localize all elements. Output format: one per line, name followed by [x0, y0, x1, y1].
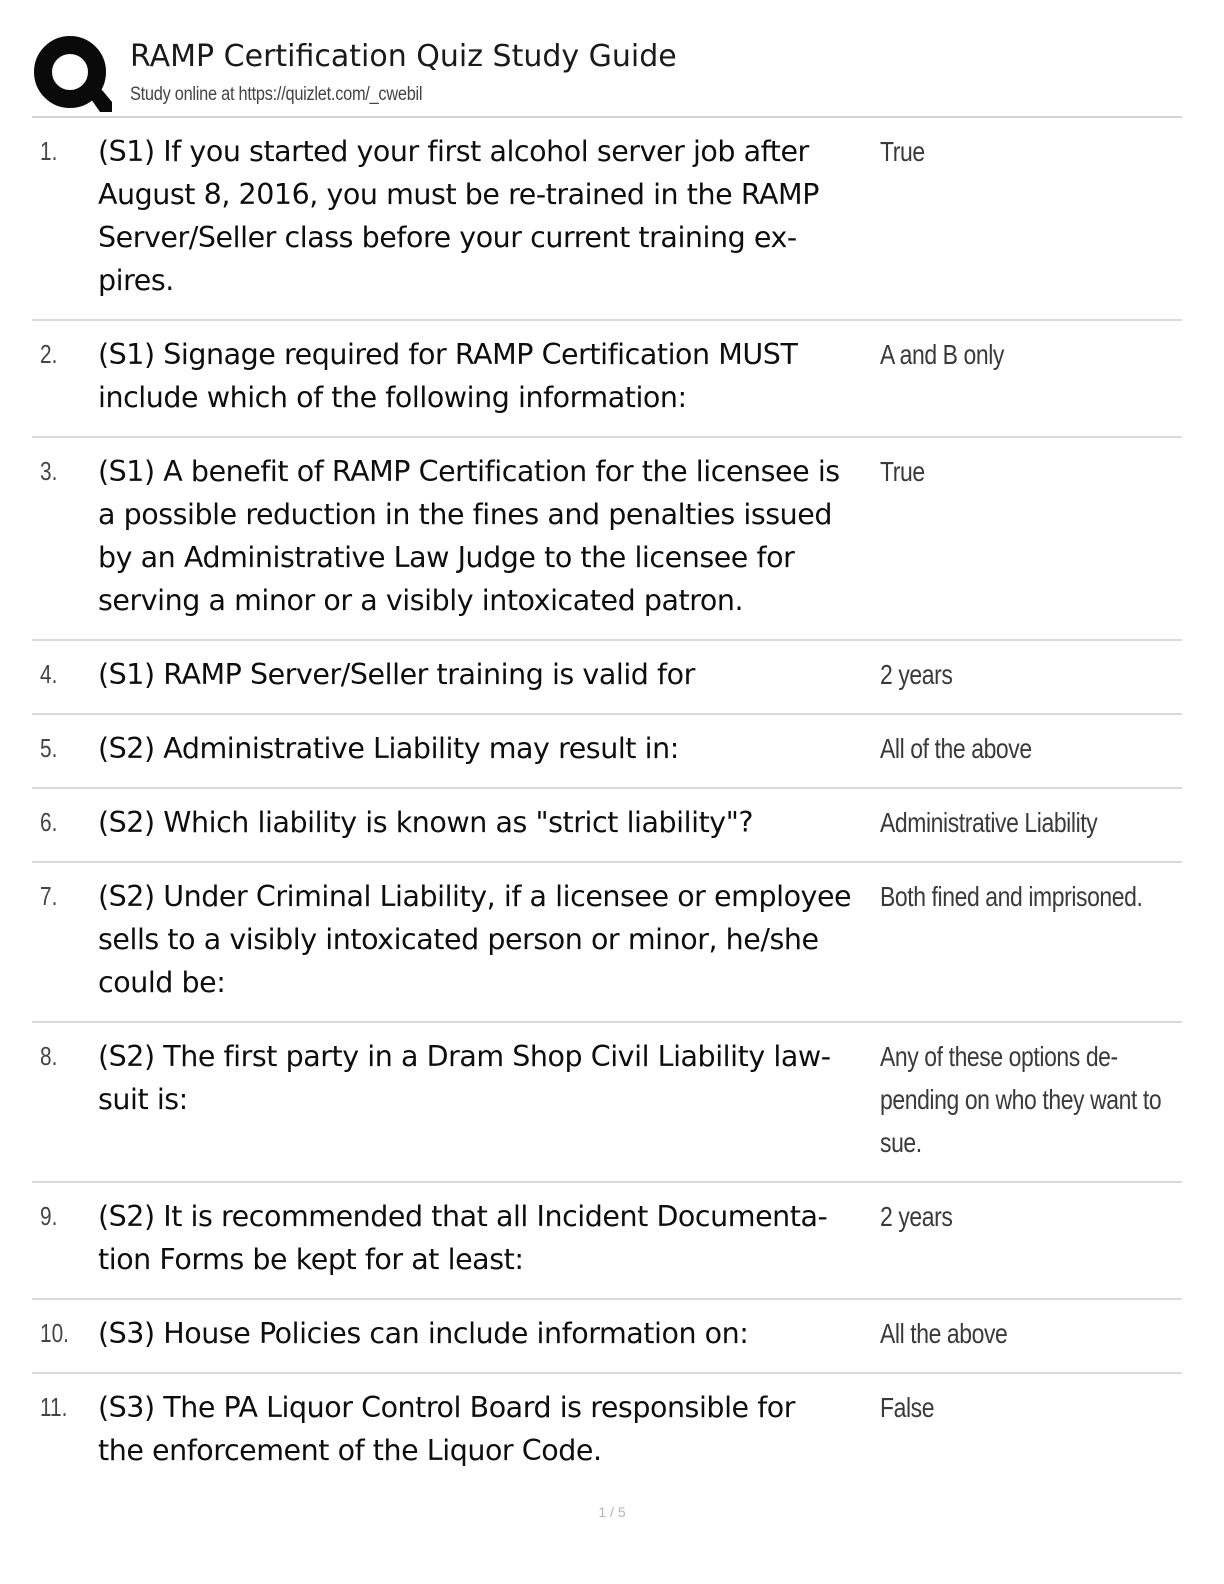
question-text — [98, 1312, 884, 1355]
answer-text — [880, 801, 1159, 844]
answer-line: Any of these options de- — [880, 1041, 1118, 1072]
question-number: 11. — [40, 1392, 68, 1422]
answer-line: Both fined and imprisoned. — [880, 881, 1143, 912]
answer-text — [880, 875, 1159, 918]
answer-text — [880, 333, 1159, 376]
question-text — [98, 727, 884, 770]
question-number: 2. — [40, 339, 58, 369]
answer-text — [880, 450, 1159, 493]
question-line: sells to a visibly intoxicated person or minor, he/she — [98, 923, 819, 956]
question-text — [98, 875, 884, 1004]
question-list — [32, 118, 1182, 1489]
answer-line: pending on who they want to — [880, 1084, 1162, 1115]
question-number: 9. — [40, 1201, 58, 1231]
question-line: pires. — [98, 264, 174, 297]
question-line: could be: — [98, 966, 226, 999]
answer-text — [880, 1312, 1159, 1355]
question-number: 10. — [40, 1318, 69, 1348]
question-number: 8. — [40, 1041, 58, 1071]
page-header — [32, 32, 1182, 116]
question-line: (S1) A benefit of RAMP Certification for the licensee is — [98, 455, 840, 488]
question-line: a possible reduction in the fines and penalties issued — [98, 498, 832, 531]
page-number: 1 / 5 — [598, 1504, 626, 1520]
question-row — [32, 1300, 1182, 1374]
question-row — [32, 1023, 1182, 1183]
answer-line: True — [880, 456, 925, 487]
question-row — [32, 1183, 1182, 1300]
answer-line: All of the above — [880, 733, 1032, 764]
question-number: 7. — [40, 881, 58, 911]
question-number: 6. — [40, 807, 58, 837]
page-title: RAMP Certification Quiz Study Guide — [130, 39, 677, 74]
quizlet-q-logo-icon — [32, 34, 112, 114]
question-number: 5. — [40, 733, 58, 763]
question-line: (S2) The first party in a Dram Shop Civil Liability law- — [98, 1040, 831, 1073]
question-row — [32, 118, 1182, 321]
question-row — [32, 641, 1182, 715]
question-line: (S2) Which liability is known as "strict liability"? — [98, 806, 754, 839]
question-text — [98, 130, 884, 302]
answer-line: sue. — [880, 1127, 922, 1158]
question-line: serving a minor or a visibly intoxicated patron. — [98, 584, 744, 617]
question-line: (S3) The PA Liquor Control Board is responsible for — [98, 1391, 796, 1424]
answer-text — [880, 1035, 1162, 1164]
question-line: tion Forms be kept for at least: — [98, 1243, 524, 1276]
question-text — [98, 653, 884, 696]
question-line: (S2) It is recommended that all Incident Documenta- — [98, 1200, 828, 1233]
answer-text — [880, 727, 1159, 770]
question-line: (S1) RAMP Server/Seller training is valid for — [98, 658, 695, 691]
question-line: include which of the following information: — [98, 381, 687, 414]
question-text — [98, 333, 884, 419]
question-line: suit is: — [98, 1083, 188, 1116]
answer-text — [880, 1195, 1159, 1238]
question-number: 3. — [40, 456, 58, 486]
answer-text — [880, 653, 1159, 696]
answer-text — [880, 130, 1159, 173]
answer-line: A and B only — [880, 339, 1005, 370]
question-row — [32, 789, 1182, 863]
question-row — [32, 715, 1182, 789]
question-text — [98, 450, 884, 622]
question-line: (S3) House Policies can include information on: — [98, 1317, 749, 1350]
question-line: the enforcement of the Liquor Code. — [98, 1434, 602, 1467]
question-line: (S2) Under Criminal Liability, if a licensee or employee — [98, 880, 852, 913]
question-line: August 8, 2016, you must be re-trained in the RAMP — [98, 178, 819, 211]
question-row — [32, 321, 1182, 438]
question-number: 4. — [40, 659, 58, 689]
answer-line: 2 years — [880, 1201, 953, 1232]
answer-line: Administrative Liability — [880, 807, 1098, 838]
question-line: (S2) Administrative Liability may result in: — [98, 732, 679, 765]
question-line: by an Administrative Law Judge to the licensee for — [98, 541, 795, 574]
question-line: (S1) Signage required for RAMP Certification MUST — [98, 338, 798, 371]
study-online-link[interactable]: Study online at https://quizlet.com/_cwebil — [130, 84, 423, 105]
question-text — [98, 1195, 884, 1281]
answer-line: All the above — [880, 1318, 1008, 1349]
question-text — [98, 1386, 884, 1472]
answer-line: False — [880, 1392, 935, 1423]
question-row — [32, 438, 1182, 641]
answer-line: 2 years — [880, 659, 953, 690]
answer-line: True — [880, 136, 925, 167]
question-number: 1. — [40, 136, 58, 166]
question-line: (S1) If you started your first alcohol server job after — [98, 135, 809, 168]
question-row — [32, 863, 1182, 1023]
question-row — [32, 1374, 1182, 1489]
answer-text — [880, 1386, 1159, 1429]
question-text — [98, 801, 884, 844]
question-text — [98, 1035, 884, 1121]
question-line: Server/Seller class before your current training ex- — [98, 221, 797, 254]
